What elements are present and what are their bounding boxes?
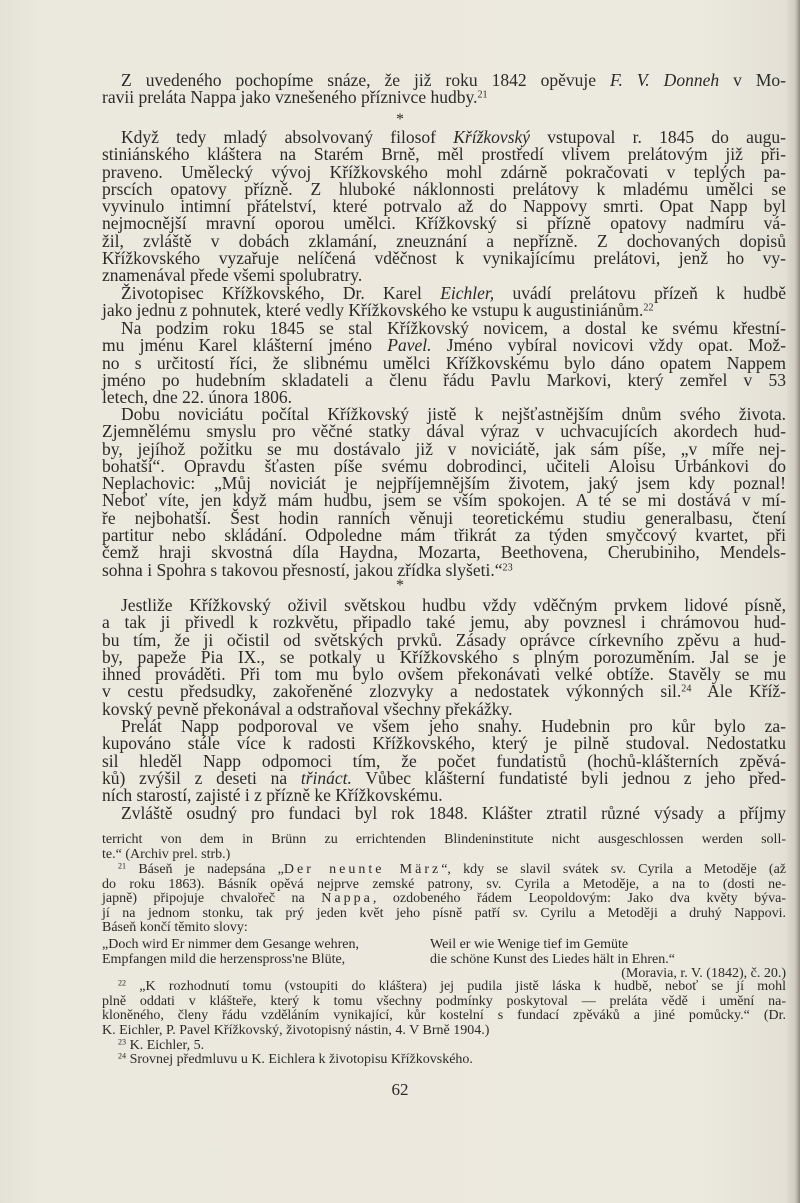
italic-text: F. V. Donneh [610, 70, 720, 90]
text-run: Ale Kříž- [691, 681, 786, 702]
text-run: Báseň končí těmito slovy: [102, 920, 248, 936]
text-run: Srovnej předmluvu u K. Eichlera k životopisu Křížkovského. [126, 1052, 473, 1067]
spaced-text: Nappa [321, 891, 373, 907]
text-run: bohatší“. Opravdu šťasten píše svému dobrodinci, učiteli Aloisu Urbánkovi do [102, 455, 786, 476]
text-run: kloněného, členy řádu vzděláním vynikající, kůr kostelní s fundací zpěváků a jiné pomůcky.“ (Dr. [102, 1008, 786, 1024]
footnote-20-continued [102, 833, 786, 862]
section-separator-star: * [396, 577, 404, 594]
text-run: Jméno vybíral novicovi vždy opat. Mož- [431, 335, 786, 356]
italic-text: třináct. [300, 767, 352, 788]
text-run: Zvláště osudný pro fundaci byl rok 1848. Klášter ztratil různé výsady a příjmy [121, 803, 786, 823]
text-run: žil, zvláště v dobách zklamání, zneuznání a nepřízně. Z dochovaných dopisů [102, 230, 786, 251]
text-run: Báseň je nadepsána „ [126, 862, 284, 877]
paragraph-prelate-support [102, 718, 786, 804]
text-line [102, 907, 786, 922]
text-run: no s určitostí říci, že slibnému umělci Křížkovskému bylo dáno opatem Nappem [102, 352, 786, 373]
verse-line: die schöne Kunst des Liedes hält in Ehren.“ [430, 951, 675, 967]
footnote-reference: 21 [118, 861, 127, 871]
verse-left-column [102, 938, 359, 967]
text-run: partitur nebo skládání. Odpoledne mám třikrát za týden smyčcový kvartet, při [102, 525, 786, 546]
text-line [102, 302, 786, 319]
paragraph-1848 [102, 805, 786, 822]
footnote-24 [102, 1053, 786, 1068]
text-run: Neplachovic: „Můj noviciát je nejpříjemnějším životem, jaký jsem kdy poznal! [102, 473, 786, 494]
text-line [102, 1009, 786, 1024]
italic-text: Pavel. [387, 335, 432, 356]
text-run: ravii preláta Nappa jako vznešeného příznivce hudby. [102, 87, 478, 108]
text-run: Na podzim roku 1845 se stal Křížkovský novicem, a dostal ke svému křestní- [121, 318, 786, 338]
text-run: sil hleděl Napp odpomoci tím, že počet fundatistů (hochů-klášterních zpěvá- [102, 750, 786, 771]
text-run: znamenával přede všemi spolubratry. [102, 265, 363, 286]
text-run: stiniánského kláštera na Starém Brně, měl prostředí vlivem prelátovým již při- [102, 144, 786, 165]
text-run: ihned prováděti. Při tom mu bylo ovšem překonávati velké obtíže. Stavěly se mu [102, 664, 786, 685]
paragraph-intro [102, 72, 786, 107]
text-run: „K rozhodnutí tomu (vstoupiti do kláštera) jej pudila jistě láska k hudbě, neboť se jí mohl [126, 979, 786, 994]
verse-right-column [430, 938, 675, 967]
verse-line: „Doch wird Er nimmer dem Gesange wehren, [102, 937, 359, 952]
text-run: , ozdobeného řádem Leopoldovým: Jako dva květy býva- [372, 891, 786, 907]
verse-line: Empfangen mild die herzenspross'ne Blüte, [102, 951, 346, 967]
text-line [102, 833, 786, 848]
text-run: ků) zvýšil z deseti na [102, 767, 301, 788]
text-run: jméno po hudebním skladateli a členu řádu Pavlu Markovi, který zemřel v 53 [102, 369, 786, 390]
text-line [102, 1053, 786, 1068]
footnote-reference: 24 [118, 1051, 127, 1061]
text-line [102, 848, 786, 863]
text-run: japně) připojuje chvalořeč na [102, 891, 322, 907]
text-run: čemž hraji skvostná díla Haydna, Mozarta, Beethovena, Cherubiniho, Mendels- [102, 542, 786, 563]
text-run: Když tedy mladý absolvovaný filosof [121, 127, 454, 147]
text-run: Dobu noviciátu počítal Křížkovský jistě k nejšťastnějším dnům svého života. [121, 404, 786, 424]
text-run: by, jejíhož požitku se mu dostávalo již v noviciátě, jak sám píše, „v míře nej- [102, 438, 786, 459]
text-run: vyvinulo intimní přátelství, které potrvalo až do Nappovy smrti. Opat Napp byl [102, 196, 786, 217]
footnote-22 [102, 980, 786, 1038]
text-run: kupováno stále více k radosti Křížkovského, který je pilně studoval. Nedostatku [102, 733, 786, 754]
text-run: Jestliže Křížkovský oživil světskou hudbu vždy vděčným prvkem lidové písně, [121, 595, 786, 615]
italic-text: Eichler, [440, 283, 495, 303]
paragraph-church-music [102, 597, 786, 718]
text-line [102, 980, 786, 995]
text-line [102, 863, 786, 878]
paragraph-eichler [102, 285, 786, 320]
text-line [102, 892, 786, 907]
text-line [102, 921, 786, 936]
text-run: kovský pevně překonával a odstraňoval všechny překážky. [102, 698, 513, 719]
text-run: Z uvedeného pochopíme snáze, že již roku 1842 opěvuje [121, 70, 611, 90]
text-run: by, papeže Pia IX., se potkaly u Křížkovského s plným porozuměním. Jal se je [102, 646, 786, 667]
text-run: ních starostí, zajisté i z přízně ke Křížkovskému. [102, 785, 443, 806]
text-run: K. Eichler, 5. [126, 1038, 205, 1053]
text-run: letech, dne 22. února 1806. [102, 387, 293, 408]
text-run: v Mo- [719, 70, 786, 90]
text-run: sohna i Spohra s takovou přesností, jakou zřídka slyšeti.“ [102, 559, 503, 580]
text-run: plně oddati v klášteře, který k tomu všechny podmínky poskytoval — preláta vědě i umění na- [102, 993, 786, 1009]
spaced-text: Der neunte März [283, 862, 442, 877]
text-line [102, 787, 786, 804]
text-line [102, 805, 786, 822]
footnote-reference: 22 [643, 302, 654, 314]
italic-text: Křížkovský [453, 127, 531, 147]
section-separator-star: * [396, 111, 404, 128]
footnote-reference: 23 [502, 562, 513, 574]
text-run: ře nejbohatší. Šest hodin ranních věnuji teoretickému studiu generalbasu, čtení [102, 507, 786, 528]
text-run: Životopisec Křížkovského, Dr. Karel [121, 283, 441, 303]
footnote-reference: 24 [681, 683, 692, 695]
verse-line: Weil er wie Wenige tief im Gemüte [430, 937, 629, 952]
text-run: jako jednu z pohnutek, které vedly Křížkovského ke vstupu k augustiniánům. [102, 300, 644, 321]
page-number: 62 [391, 1080, 409, 1099]
text-run: Neboť víte, jen když mám hudbu, jsem se vším spokojen. A té se mi dostává v mí- [102, 490, 786, 511]
text-run: vstupoval r. 1845 do augu- [530, 127, 786, 147]
text-run: praveno. Umělecký vývoj Křížkovského mohl zdárně pokračovati v teplých pa- [102, 161, 786, 182]
text-run: uvádí prelátovu přízeň k hudbě [494, 283, 787, 303]
text-run: Prelát Napp podporoval ve všem jeho snahy. Hudebnin pro kůr bylo za- [121, 716, 786, 736]
footnote-reference: 23 [118, 1037, 127, 1047]
text-run: Křížkovského vyzařuje nelíčená vděčnost k vynikajícímu prelátovi, jenž ho vy- [102, 248, 786, 269]
text-run: nejmocnější mravní oporou umělci. Křížkovský si přízně opatovy nadmíru vá- [102, 213, 786, 234]
text-run: bu tím, že ji očistil od světských prvků. Zásady oprávce církevního zpěvu a hud- [102, 629, 786, 650]
text-run: terricht von dem in Brünn zu errichtenden Blindeninstitute nicht ausgeschlossen werden soll- [102, 832, 786, 847]
paragraph-name-pavel [102, 320, 786, 406]
text-run: v cestu předsudky, zakořeněné zlozvyky a nedostatek výkonných sil. [102, 681, 682, 702]
text-run: mu jménu Karel klášterní jméno [102, 335, 388, 356]
text-line [102, 995, 786, 1010]
text-run: K. Eichler, P. Pavel Křížkovský, životopisný nástin, 4. V Brně 1904.) [102, 1022, 490, 1038]
footnote-reference: 21 [477, 89, 488, 101]
verse-source: (Moravia, r. V. (1842), č. 20.) [621, 966, 786, 981]
footnote-21 [102, 863, 786, 936]
text-run: Zjemnělému smyslu pro věčné statky dával výraz v uchvacujících akordech hud- [102, 421, 786, 442]
paragraph-novice-entry [102, 129, 786, 285]
text-run: jí na jednom stonku, tak prý jeden květ jeho písně patří sv. Cyrilu a Metoději a druhý Nappovi. [102, 905, 786, 921]
text-line [102, 89, 786, 106]
text-line [102, 1024, 786, 1039]
text-line [102, 878, 786, 893]
text-run: “, kdy se slavil svátek sv. Cyrila a Metoděje (až [441, 862, 786, 877]
footnote-reference: 22 [118, 978, 127, 988]
text-run: Vůbec klášterní fundatisté byli jednou z jeho před- [351, 767, 787, 788]
text-run: prscích opatovy přízně. Z hluboké náklonnosti prelátovy k mladému umělci se [102, 178, 786, 199]
text-run: a tak ji přivedl k rozkvětu, připadlo také jemu, aby povznesl i chrámovou hud- [102, 612, 786, 633]
paragraph-noviciate [102, 406, 786, 579]
text-run: te.“ (Archiv prel. strb.) [102, 846, 231, 862]
text-run: do roku 1863). Básník opěvá nejprve zemské patrony, sv. Cyrila a Metoděje, a na to (dosti ne- [102, 876, 786, 892]
